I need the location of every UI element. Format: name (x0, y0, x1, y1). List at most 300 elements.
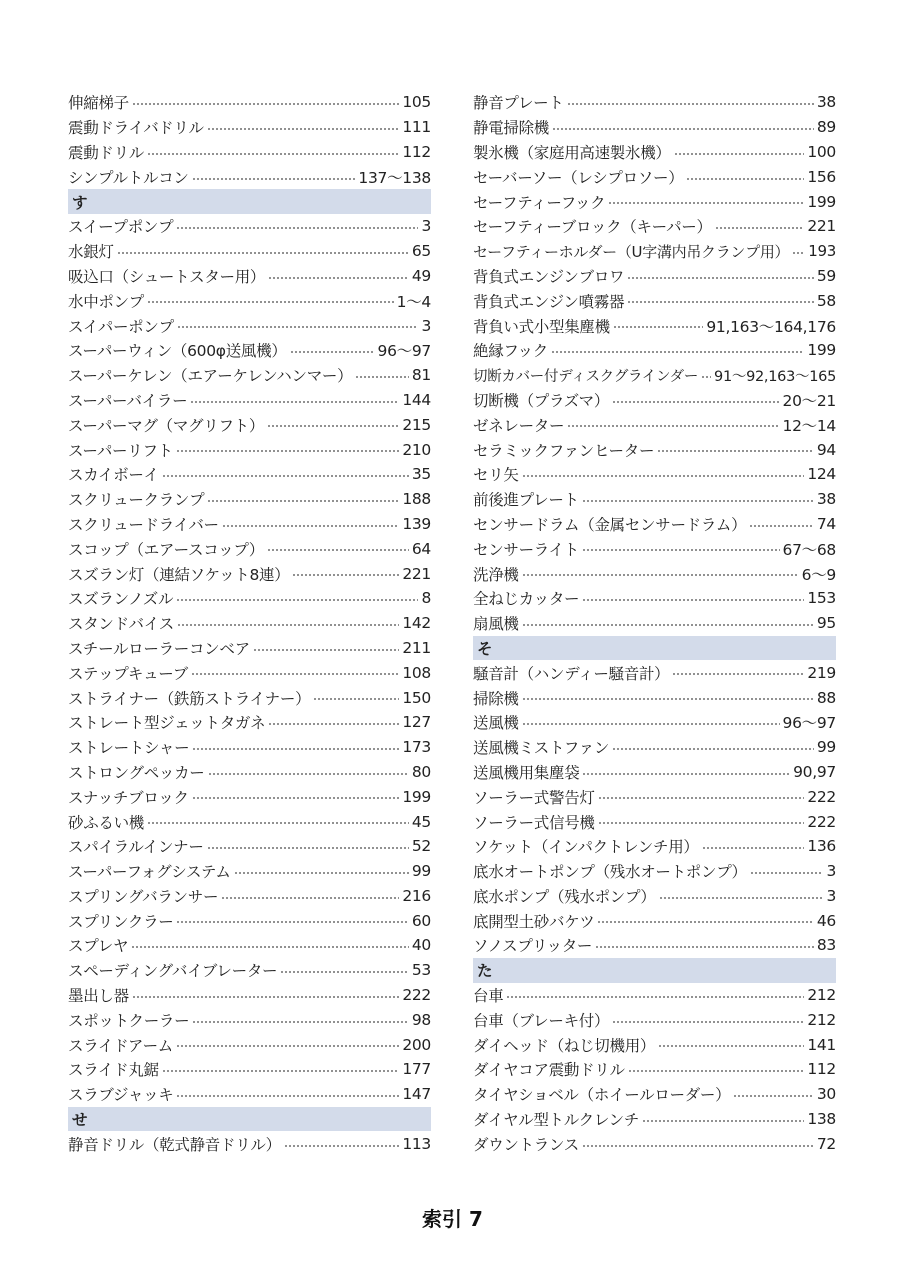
index-entry (68, 164, 431, 189)
dot-leader (192, 739, 399, 755)
index-page-ref: 139 (402, 514, 431, 533)
index-term: スプリングバランサー (68, 887, 219, 906)
index-page-ref: 38 (816, 93, 836, 112)
index-page-ref: 3 (421, 316, 431, 335)
index-term: 震動ドライバドリル (68, 119, 204, 138)
index-entry (473, 264, 836, 289)
dot-leader (642, 1111, 804, 1127)
index-term: スポットクーラー (68, 1011, 190, 1030)
index-term: ダイヘッド（ねじ切機用） (473, 1036, 656, 1055)
index-page-ref: 67〜68 (782, 540, 836, 559)
index-term: スナッチブロック (68, 788, 189, 807)
index-page-ref: 60 (411, 911, 431, 930)
dot-leader (267, 541, 409, 557)
index-term: スーパーマグ（マグリフト） (68, 416, 265, 435)
index-entry (473, 710, 836, 735)
index-entry (473, 140, 836, 165)
dot-leader (701, 368, 711, 383)
index-entry (68, 1131, 431, 1156)
dot-leader (132, 987, 400, 1003)
index-entry (473, 239, 836, 264)
index-entry (473, 660, 836, 685)
dot-leader (176, 1087, 399, 1103)
index-page-ref: 112 (807, 1060, 836, 1079)
dot-leader (582, 591, 804, 607)
index-term: 全ねじカッター (473, 590, 580, 609)
index-entry (473, 189, 836, 214)
index-page-ref: 83 (816, 936, 836, 955)
index-page-ref: 89 (816, 118, 836, 137)
dot-leader (612, 739, 814, 755)
index-term: スコップ（エアースコップ） (68, 540, 264, 559)
index-entry (68, 214, 431, 239)
index-term: 送風機ミストファン (473, 739, 610, 758)
index-entry (473, 536, 836, 561)
index-page-ref: 188 (402, 490, 431, 509)
dot-leader (595, 938, 814, 954)
index-page-ref: 6〜9 (801, 565, 836, 584)
index-term: 台車（ブレーキ付） (473, 1011, 610, 1030)
index-page-ref: 199 (807, 192, 836, 211)
index-entry (68, 586, 431, 611)
index-term: スイープポンプ (68, 218, 174, 237)
index-entry (68, 760, 431, 785)
index-page-ref: 3 (826, 886, 836, 905)
index-entry (473, 115, 836, 140)
index-term: セーフティーフック (473, 193, 606, 212)
dot-leader (506, 987, 804, 1003)
index-page-ref: 221 (807, 217, 836, 236)
index-page-ref: 156 (807, 167, 836, 186)
index-page-ref: 100 (807, 142, 836, 161)
dot-leader (290, 343, 375, 359)
dot-leader (598, 789, 805, 805)
index-term: 底水オートポンプ（残水オートポンプ） (473, 863, 747, 882)
index-term: スズラン灯（連結ソケット8連） (68, 565, 290, 584)
index-term: セーフティーホルダー（U字溝内吊クランプ用） (473, 242, 790, 261)
index-term: スーパーケレン（エアーケレンハンマー） (68, 367, 353, 386)
index-entry (68, 561, 431, 586)
index-entry (473, 933, 836, 958)
index-term: シンプルトルコン (68, 168, 189, 187)
index-page-ref: 221 (402, 564, 431, 583)
index-page-ref: 222 (807, 787, 836, 806)
index-page-ref: 222 (402, 986, 431, 1005)
index-entry (68, 264, 431, 289)
index-term: 製氷機（家庭用高速製氷機） (473, 143, 671, 162)
dot-leader (612, 1012, 804, 1028)
index-term: 底水ポンプ（残水ポンプ） (473, 887, 656, 906)
index-page-ref: 199 (807, 341, 836, 360)
index-page-ref: 35 (411, 465, 431, 484)
index-term: セーフティーブロック（キーパー） (473, 218, 712, 237)
index-entry (473, 859, 836, 884)
index-entry (68, 784, 431, 809)
dot-leader (117, 243, 409, 259)
index-term: 伸縮梯子 (68, 94, 129, 113)
dot-leader (221, 888, 399, 904)
dot-leader (597, 913, 813, 929)
index-entry (68, 908, 431, 933)
dot-leader (176, 591, 418, 607)
dot-leader (522, 715, 780, 731)
dot-leader (628, 1062, 805, 1078)
index-term: ストレート型ジェットタガネ (68, 714, 266, 733)
index-entry (68, 437, 431, 462)
index-term: 騒音計（ハンディー騒音計） (473, 664, 670, 683)
index-entry (68, 735, 431, 760)
index-entry (68, 1057, 431, 1082)
dot-leader (177, 615, 399, 631)
dot-leader (280, 963, 409, 979)
index-page-ref: 147 (402, 1085, 431, 1104)
dot-leader (162, 1062, 400, 1078)
index-term: 水中ポンプ (68, 292, 145, 311)
index-entry (68, 1007, 431, 1032)
dot-leader (222, 516, 400, 532)
index-term: スーパーウィン（600φ送風機） (68, 342, 287, 361)
dot-leader (208, 764, 409, 780)
index-page-ref: 1〜4 (396, 292, 431, 311)
dot-leader (567, 417, 779, 433)
index-term: ストレートシャー (68, 739, 190, 758)
index-term: スイパーポンプ (68, 317, 174, 336)
index-entry (473, 512, 836, 537)
index-term: ソケット（インパクトレンチ用） (473, 838, 699, 857)
dot-leader (522, 467, 805, 483)
index-page-ref: 113 (402, 1134, 431, 1153)
index-term: スーパーフォグシステム (68, 863, 231, 882)
index-page-ref: 80 (411, 762, 431, 781)
index-page-ref: 124 (807, 465, 836, 484)
index-term: 送風機 (473, 714, 519, 733)
index-entry (473, 1032, 836, 1057)
index-entry (473, 363, 836, 388)
index-entry (68, 958, 431, 983)
dot-leader (313, 690, 399, 706)
index-page-ref: 222 (807, 812, 836, 831)
dot-leader (582, 764, 790, 780)
index-page-ref: 99 (411, 862, 431, 881)
dot-leader (582, 491, 814, 507)
index-term: スーパーバイラー (68, 391, 188, 410)
index-entry (473, 884, 836, 909)
index-page-ref: 3 (421, 217, 431, 236)
index-page-ref: 105 (402, 93, 431, 112)
dot-leader (582, 1136, 814, 1152)
index-entry (68, 288, 431, 313)
index-term: ゼネレーター (473, 416, 565, 435)
index-entry (68, 884, 431, 909)
index-entry (473, 90, 836, 115)
dot-leader (522, 566, 799, 582)
dot-leader (190, 392, 399, 408)
dot-leader (613, 318, 704, 334)
index-page-ref: 45 (411, 812, 431, 831)
dot-leader (598, 814, 805, 830)
index-entry (473, 214, 836, 239)
index-term: ダウントランス (473, 1135, 579, 1154)
index-entry (473, 164, 836, 189)
index-page-ref: 136 (807, 837, 836, 856)
dot-leader (147, 144, 399, 160)
index-page-ref: 65 (411, 242, 431, 261)
index-page-ref: 96〜97 (377, 342, 431, 361)
index-term: 底開型土砂バケツ (473, 912, 595, 931)
index-term: 台車 (473, 987, 504, 1006)
index-entry (68, 809, 431, 834)
dot-leader (147, 814, 409, 830)
dot-leader (207, 839, 409, 855)
index-page-ref: 91,163〜164,176 (706, 317, 836, 336)
index-entry (473, 809, 836, 834)
index-entry (473, 760, 836, 785)
index-entry (68, 636, 431, 661)
index-column-right (473, 90, 836, 1156)
dot-leader (147, 293, 394, 309)
dot-leader (608, 194, 804, 210)
index-page-ref: 142 (402, 614, 431, 633)
index-page-ref: 74 (816, 514, 836, 533)
index-entry (68, 512, 431, 537)
index-page-ref: 72 (816, 1134, 836, 1153)
index-entry (473, 586, 836, 611)
index-page-ref: 212 (807, 986, 836, 1005)
index-page-ref: 137〜138 (358, 168, 431, 187)
index-entry (68, 859, 431, 884)
index-page-ref: 150 (402, 688, 431, 707)
index-page-ref: 173 (402, 738, 431, 757)
index-entry (68, 834, 431, 859)
index-term: 扇風機 (473, 615, 519, 634)
dot-leader (658, 1037, 804, 1053)
dot-leader (267, 417, 399, 433)
index-entry (68, 1082, 431, 1107)
index-page-ref: 58 (816, 291, 836, 310)
index-term: ストライナー（鉄筋ストライナー） (68, 689, 311, 708)
dot-leader (268, 268, 409, 284)
dot-leader (627, 293, 814, 309)
index-page-ref: 193 (808, 242, 836, 261)
index-entry (68, 933, 431, 958)
index-term: センサーライト (473, 540, 579, 559)
index-page-ref: 111 (402, 118, 431, 137)
index-page-ref: 138 (807, 1110, 836, 1129)
index-term: スプリンクラー (68, 912, 174, 931)
index-page-ref: 141 (807, 1035, 836, 1054)
dot-leader (674, 144, 805, 160)
index-entry (473, 412, 836, 437)
index-page-ref: 99 (816, 738, 836, 757)
index-term: スーパーリフト (68, 441, 173, 460)
section-heading: そ (473, 636, 836, 661)
index-entry (68, 140, 431, 165)
dot-leader (207, 491, 399, 507)
index-page-ref: 144 (402, 390, 431, 409)
index-term: 震動ドリル (68, 143, 145, 162)
index-term: ソーラー式警告灯 (473, 788, 595, 807)
index-page-ref: 91〜92,163〜165 (714, 368, 836, 385)
index-page-ref: 81 (411, 366, 431, 385)
index-page-ref: 153 (807, 589, 836, 608)
index-page-ref: 59 (816, 266, 836, 285)
index-entry (473, 983, 836, 1008)
index-entry (68, 710, 431, 735)
index-entry (473, 487, 836, 512)
index-term: 掃除機 (473, 689, 519, 708)
index-entry (473, 908, 836, 933)
dot-leader (551, 343, 804, 359)
index-term: スチールローラーコンベア (68, 639, 250, 658)
dot-leader (162, 467, 409, 483)
index-entry (68, 536, 431, 561)
index-term: 吸込口（シュートスター用） (68, 267, 266, 286)
index-entry (68, 90, 431, 115)
index-term: 切断機（プラズマ） (473, 391, 610, 410)
index-term: スライド丸鋸 (68, 1061, 159, 1080)
index-page-ref: 30 (816, 1085, 836, 1104)
index-term: セーバーソー（レシプロソー） (473, 168, 684, 187)
index-page-ref: 212 (807, 1010, 836, 1029)
index-entry (473, 834, 836, 859)
index-page-ref: 12〜14 (782, 416, 836, 435)
index-term: 背負式エンジン噴霧器 (473, 292, 625, 311)
index-entry (68, 412, 431, 437)
dot-leader (567, 95, 814, 111)
dot-leader (659, 888, 824, 904)
dot-leader (177, 318, 419, 334)
index-page-ref: 177 (402, 1060, 431, 1079)
index-page-ref: 108 (402, 663, 431, 682)
dot-leader (715, 219, 805, 235)
index-term: 墨出し器 (68, 987, 129, 1006)
index-page-ref: 199 (402, 787, 431, 806)
index-term: スクリュードライバー (68, 515, 219, 534)
index-entry (473, 735, 836, 760)
index-term: 切断カバー付ディスクグラインダー (473, 368, 699, 385)
index-entry (68, 660, 431, 685)
dot-leader (234, 863, 409, 879)
index-entry (68, 983, 431, 1008)
index-term: 静音プレート (473, 94, 564, 113)
index-entry (68, 1032, 431, 1057)
index-term: 絶縁フック (473, 342, 548, 361)
dot-leader (702, 839, 805, 855)
dot-leader (355, 367, 409, 383)
index-entry (473, 462, 836, 487)
index-entry (473, 288, 836, 313)
index-page-ref: 40 (411, 936, 431, 955)
page-number: 索引 7 (422, 1207, 483, 1231)
dot-leader (627, 268, 814, 284)
index-term: スクリュークランプ (68, 491, 205, 510)
index-term: 水銀灯 (68, 243, 114, 262)
index-page-ref: 64 (411, 539, 431, 558)
dot-leader (176, 1037, 399, 1053)
index-term: スタンドバイス (68, 615, 174, 634)
index-entry (473, 784, 836, 809)
dot-leader (131, 938, 409, 954)
index-page-ref: 46 (816, 911, 836, 930)
index-page-ref: 200 (402, 1035, 431, 1054)
index-term: スカイボーイ (68, 466, 159, 485)
dot-leader (207, 119, 400, 135)
index-page-ref: 52 (411, 837, 431, 856)
dot-leader (176, 442, 399, 458)
section-heading: せ (68, 1107, 431, 1132)
index-entry (473, 1057, 836, 1082)
index-page-ref: 88 (816, 688, 836, 707)
dot-leader (192, 789, 400, 805)
index-term: スパイラルインナー (68, 838, 204, 857)
dot-leader (253, 640, 400, 656)
index-entry (68, 313, 431, 338)
index-page-ref: 49 (411, 266, 431, 285)
index-term: スライドアーム (68, 1036, 174, 1055)
index-entry (473, 1107, 836, 1132)
index-entry (68, 363, 431, 388)
index-page-ref: 215 (402, 415, 431, 434)
dot-leader (176, 219, 418, 235)
index-term: センサードラム（金属センサードラム） (473, 515, 747, 534)
index-term: 砂ふるい機 (68, 813, 145, 832)
index-term: 背負式エンジンブロワ (473, 267, 625, 286)
dot-leader (672, 665, 804, 681)
index-entry (473, 611, 836, 636)
index-term: 静電掃除機 (473, 119, 550, 138)
index-entry (68, 462, 431, 487)
index-term: セリ矢 (473, 466, 519, 485)
index-page-ref: 216 (402, 886, 431, 905)
index-entry (473, 685, 836, 710)
dot-leader (792, 244, 805, 259)
index-page-ref: 219 (807, 663, 836, 682)
dot-leader (552, 119, 814, 135)
index-page-ref: 38 (816, 490, 836, 509)
section-heading: す (68, 189, 431, 214)
index-term: ソーラー式信号機 (473, 813, 595, 832)
dot-leader (582, 541, 780, 557)
index-page-ref: 3 (826, 862, 836, 881)
index-term: スプレヤ (68, 937, 129, 956)
dot-leader (191, 665, 399, 681)
dot-leader (657, 442, 814, 458)
index-page-ref: 53 (411, 961, 431, 980)
index-page-ref: 211 (402, 638, 431, 657)
index-page-ref: 210 (402, 440, 431, 459)
index-entry (473, 1007, 836, 1032)
dot-leader (284, 1136, 400, 1152)
index-entry (473, 437, 836, 462)
index-term: 前後進プレート (473, 491, 579, 510)
index-entry (68, 239, 431, 264)
index-entry (473, 388, 836, 413)
index-entry (473, 1131, 836, 1156)
index-entry (68, 487, 431, 512)
dot-leader (192, 1012, 409, 1028)
dot-leader (176, 913, 408, 929)
index-entry (473, 313, 836, 338)
index-entry (473, 1082, 836, 1107)
index-entry (473, 561, 836, 586)
dot-leader (750, 863, 824, 879)
index-term: ダイヤコア震動ドリル (473, 1061, 625, 1080)
index-page-ref: 127 (402, 713, 431, 732)
index-term: ストロングペッカー (68, 763, 205, 782)
index-column-left (68, 90, 431, 1156)
index-page-ref: 20〜21 (782, 391, 836, 410)
index-term: 送風機用集塵袋 (473, 763, 580, 782)
